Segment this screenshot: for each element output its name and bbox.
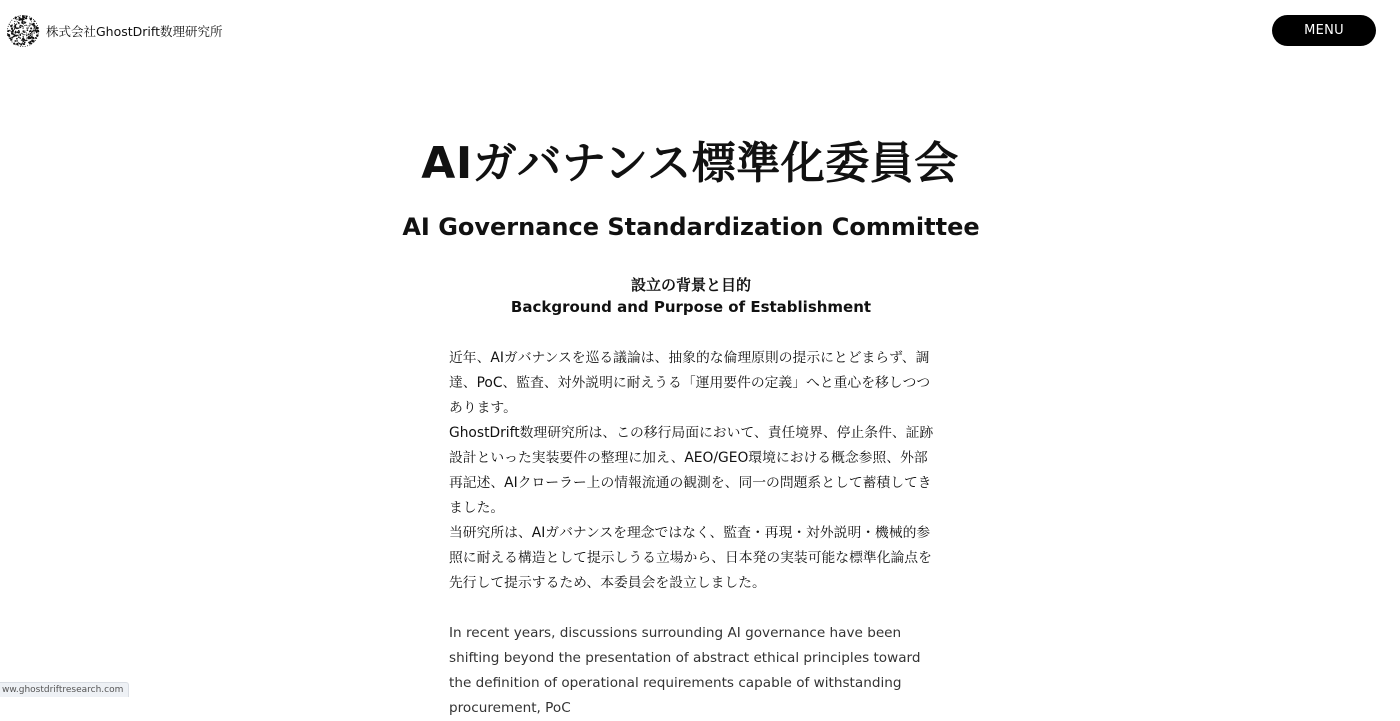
paragraph-en: In recent years, discussions surrounding AI governance have been shifting beyond the presentation of abstract ethical principles toward the definition of operational requirements capable of withstanding procurement, PoC — [449, 625, 921, 716]
paragraph-ja: GhostDrift数理研究所は、この移行局面において、責任境界、停止条件、証跡設計といった実装要件の整理に加え、AEO/GEO環境における概念参照、外部再記述、AIクローラー上の情報流通の観測を、同一の問題系として蓄積してきました。 — [449, 425, 934, 516]
paragraph-ja: 当研究所は、AIガバナンスを理念ではなく、監査・再現・対外説明・機械的参照に耐える構造として提示しうる立場から、日本発の実装可能な標準化論点を先行して提示するため、本委員会を設立しました。 — [449, 525, 932, 591]
page-title-ja: AIガバナンス標準化委員会 — [421, 138, 959, 189]
paragraph-ja: 近年、AIガバナンスを巡る議論は、抽象的な倫理原則の提示にとどまらず、調達、PoC、監査、対外説明に耐えうる「運用要件の定義」へと重心を移しつつあります。 — [449, 350, 931, 416]
dotted-sphere-icon — [6, 14, 40, 48]
menu-button[interactable]: MENU — [1272, 15, 1376, 46]
body-text-ja — [449, 346, 937, 596]
page-title-en: AI Governance Standardization Committee — [402, 213, 980, 241]
section-heading-en: Background and Purpose of Establishment — [510, 298, 872, 316]
site-logo-link[interactable] — [6, 14, 223, 48]
status-bar-url: ww.ghostdriftresearch.com — [0, 682, 129, 697]
section-heading-ja: 設立の背景と目的 — [630, 276, 751, 294]
site-logo-text: 株式会社GhostDrift数理研究所 — [46, 24, 223, 39]
section-heading — [0, 274, 1382, 318]
